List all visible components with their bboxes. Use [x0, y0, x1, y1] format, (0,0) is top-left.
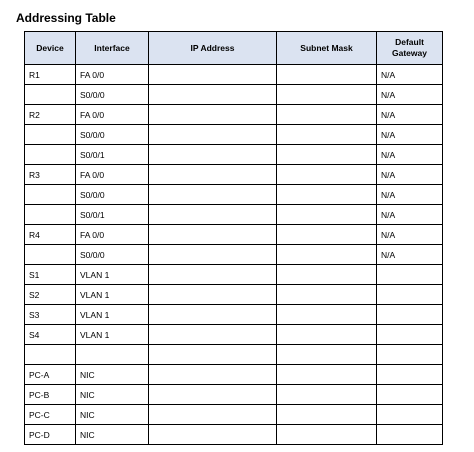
subnet-mask-cell [277, 145, 377, 165]
default-gateway-cell [377, 285, 443, 305]
default-gateway-cell [377, 405, 443, 425]
ip-address-cell [149, 65, 277, 85]
default-gateway-cell: N/A [377, 85, 443, 105]
default-gateway-cell [377, 425, 443, 445]
default-gateway-cell [377, 385, 443, 405]
header-ip-address: IP Address [149, 32, 277, 65]
interface-cell: S0/0/1 [76, 145, 149, 165]
interface-cell: S0/0/0 [76, 125, 149, 145]
device-cell: PC-D [25, 425, 76, 445]
subnet-mask-cell [277, 425, 377, 445]
default-gateway-cell: N/A [377, 205, 443, 225]
default-gateway-cell: N/A [377, 225, 443, 245]
table-row [25, 205, 443, 225]
default-gateway-cell: N/A [377, 245, 443, 265]
interface-cell: FA 0/0 [76, 105, 149, 125]
device-cell [25, 145, 76, 165]
table-row [25, 385, 443, 405]
default-gateway-cell: N/A [377, 105, 443, 125]
table-row [25, 85, 443, 105]
interface-cell: NIC [76, 425, 149, 445]
ip-address-cell [149, 125, 277, 145]
ip-address-cell [149, 365, 277, 385]
default-gateway-cell [377, 265, 443, 285]
device-cell: S3 [25, 305, 76, 325]
device-cell [25, 345, 76, 365]
table-row [25, 165, 443, 185]
subnet-mask-cell [277, 245, 377, 265]
ip-address-cell [149, 185, 277, 205]
interface-cell: NIC [76, 365, 149, 385]
device-cell [25, 205, 76, 225]
default-gateway-cell: N/A [377, 165, 443, 185]
ip-address-cell [149, 165, 277, 185]
subnet-mask-cell [277, 225, 377, 245]
ip-address-cell [149, 105, 277, 125]
table-row [25, 405, 443, 425]
subnet-mask-cell [277, 85, 377, 105]
device-cell: PC-A [25, 365, 76, 385]
interface-cell: FA 0/0 [76, 225, 149, 245]
interface-cell: NIC [76, 405, 149, 425]
table-row [25, 285, 443, 305]
default-gateway-cell: N/A [377, 145, 443, 165]
ip-address-cell [149, 305, 277, 325]
subnet-mask-cell [277, 185, 377, 205]
interface-cell: FA 0/0 [76, 165, 149, 185]
default-gateway-cell: N/A [377, 125, 443, 145]
subnet-mask-cell [277, 65, 377, 85]
subnet-mask-cell [277, 165, 377, 185]
device-cell: S1 [25, 265, 76, 285]
device-cell [25, 245, 76, 265]
device-cell: PC-B [25, 385, 76, 405]
interface-cell: FA 0/0 [76, 65, 149, 85]
interface-cell: VLAN 1 [76, 265, 149, 285]
ip-address-cell [149, 385, 277, 405]
subnet-mask-cell [277, 345, 377, 365]
table-row [25, 145, 443, 165]
default-gateway-cell [377, 325, 443, 345]
default-gateway-cell [377, 365, 443, 385]
ip-address-cell [149, 145, 277, 165]
device-cell: R2 [25, 105, 76, 125]
table-row [25, 325, 443, 345]
interface-cell: S0/0/0 [76, 245, 149, 265]
ip-address-cell [149, 225, 277, 245]
table-row [25, 305, 443, 325]
ip-address-cell [149, 405, 277, 425]
table-title: Addressing Table [16, 11, 116, 25]
device-cell [25, 125, 76, 145]
table-row [25, 245, 443, 265]
addressing-table [24, 31, 443, 445]
header-row [25, 32, 443, 65]
interface-cell: S0/0/0 [76, 185, 149, 205]
table-row [25, 265, 443, 285]
subnet-mask-cell [277, 405, 377, 425]
ip-address-cell [149, 285, 277, 305]
table-row [25, 365, 443, 385]
ip-address-cell [149, 345, 277, 365]
interface-cell: S0/0/1 [76, 205, 149, 225]
header-device: Device [25, 32, 76, 65]
table-body [25, 65, 443, 445]
device-cell [25, 85, 76, 105]
interface-cell: VLAN 1 [76, 285, 149, 305]
subnet-mask-cell [277, 285, 377, 305]
header-interface: Interface [76, 32, 149, 65]
subnet-mask-cell [277, 205, 377, 225]
subnet-mask-cell [277, 125, 377, 145]
subnet-mask-cell [277, 305, 377, 325]
ip-address-cell [149, 425, 277, 445]
ip-address-cell [149, 325, 277, 345]
table-row [25, 425, 443, 445]
subnet-mask-cell [277, 105, 377, 125]
device-cell: R4 [25, 225, 76, 245]
device-cell: S2 [25, 285, 76, 305]
device-cell: R3 [25, 165, 76, 185]
table-row [25, 125, 443, 145]
table-row [25, 225, 443, 245]
ip-address-cell [149, 205, 277, 225]
interface-cell: VLAN 1 [76, 325, 149, 345]
default-gateway-cell [377, 305, 443, 325]
subnet-mask-cell [277, 385, 377, 405]
device-cell [25, 185, 76, 205]
interface-cell: S0/0/0 [76, 85, 149, 105]
device-cell: R1 [25, 65, 76, 85]
header-default-gateway: Default Gateway [377, 32, 443, 65]
subnet-mask-cell [277, 365, 377, 385]
header-subnet-mask: Subnet Mask [277, 32, 377, 65]
device-cell: PC-C [25, 405, 76, 425]
device-cell: S4 [25, 325, 76, 345]
default-gateway-cell: N/A [377, 65, 443, 85]
ip-address-cell [149, 265, 277, 285]
interface-cell [76, 345, 149, 365]
ip-address-cell [149, 245, 277, 265]
default-gateway-cell [377, 345, 443, 365]
default-gateway-cell: N/A [377, 185, 443, 205]
interface-cell: NIC [76, 385, 149, 405]
table-row [25, 105, 443, 125]
table-row [25, 65, 443, 85]
table-row [25, 185, 443, 205]
ip-address-cell [149, 85, 277, 105]
subnet-mask-cell [277, 265, 377, 285]
subnet-mask-cell [277, 325, 377, 345]
interface-cell: VLAN 1 [76, 305, 149, 325]
table-row [25, 345, 443, 365]
